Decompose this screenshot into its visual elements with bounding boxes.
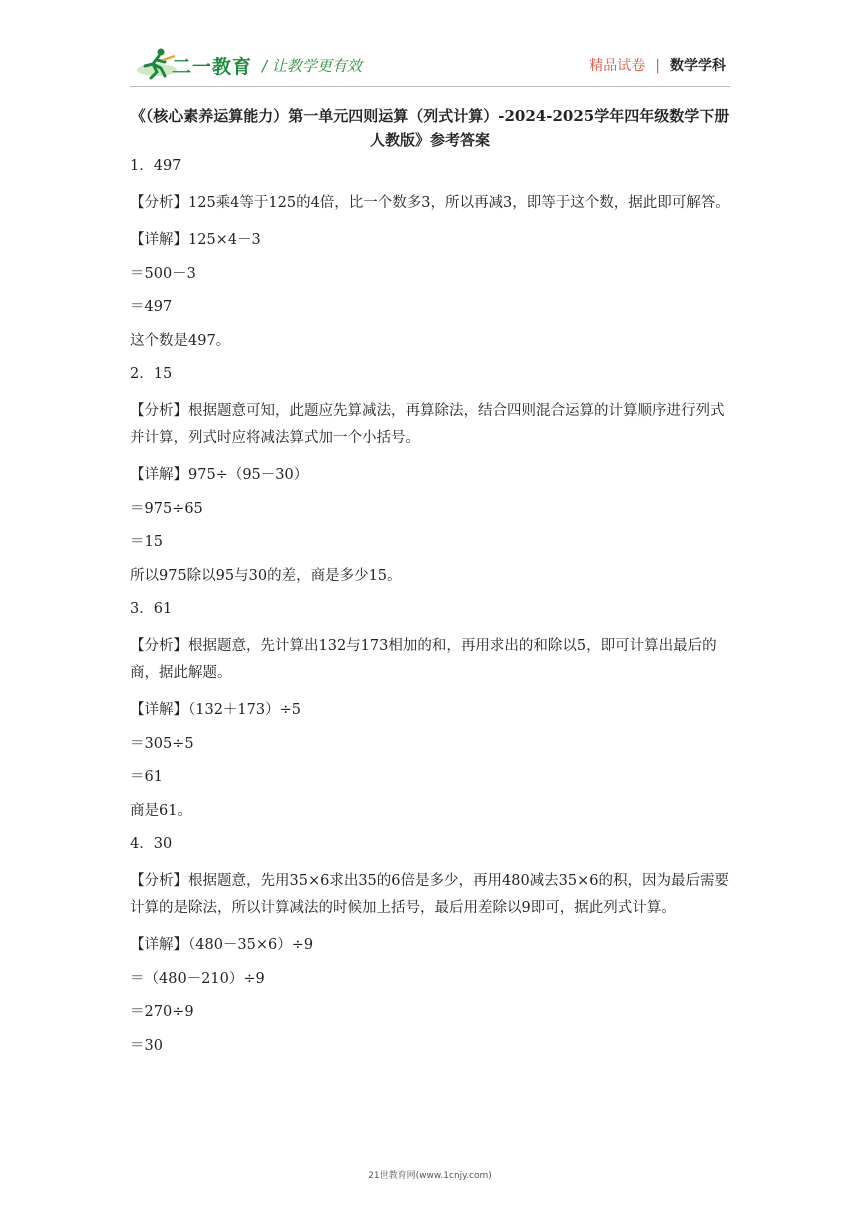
answer-line: ＝500－3	[130, 265, 196, 282]
slogan: / 让教学更有效	[262, 57, 362, 75]
answer-line: ＝61	[130, 769, 163, 785]
analysis-paragraph: 【分析】根据题意，先计算出132与173相加的和，再用求出的和除以5，即可计算出最后的商，据此解题。	[130, 637, 717, 681]
header-divider	[130, 86, 730, 87]
answer-line: 2．15	[130, 366, 173, 382]
title-line-1: 《（核心素养运算能力）第一单元四则运算（列式计算）-2024-2025学年四年级数学下册	[130, 107, 730, 125]
answer-line: 【详解】125×4－3	[130, 232, 261, 248]
title-line-2: 人教版》参考答案	[369, 131, 490, 149]
analysis-paragraph: 【分析】根据题意可知，此题应先算减法，再算除法，结合四则混合运算的计算顺序进行列式并计算，列式时应将减法算式加一个小括号。	[130, 402, 725, 446]
answer-line: 【详解】（132＋173）÷5	[130, 702, 301, 718]
page-header	[0, 0, 860, 90]
answer-content	[130, 156, 732, 1056]
answer-line: 所以975除以95与30的差，商是多少15。	[130, 567, 402, 584]
answer-line: ＝（480－210）÷9	[130, 970, 265, 987]
header-separator: |	[655, 58, 660, 74]
answer-line: 【详解】975÷（95－30）	[130, 467, 309, 483]
logo-text: 二一教育	[172, 56, 253, 78]
document-title	[130, 104, 730, 152]
header-label-quality: 精品试卷	[589, 58, 646, 74]
answer-line: 3．61	[130, 601, 173, 617]
answer-line: 1．497	[130, 158, 182, 174]
analysis-paragraph: 【分析】125乘4等于125的4倍，比一个数多3，所以再减3，即等于这个数，据此即可解答。	[130, 194, 730, 211]
header-subject	[589, 55, 726, 75]
page-footer: 21世教育网(www.1cnjy.com)	[368, 1171, 492, 1181]
answer-line: ＝305÷5	[130, 735, 194, 752]
answer-line: 这个数是497。	[130, 332, 231, 349]
answer-line: ＝497	[130, 299, 173, 315]
answer-line: ＝30	[130, 1037, 163, 1054]
answer-line: ＝270÷9	[130, 1004, 194, 1020]
answer-line: 商是61。	[130, 802, 192, 819]
header-label-subject: 数学学科	[670, 58, 726, 74]
answer-line: 【详解】（480－35×6）÷9	[130, 937, 314, 953]
answer-line: ＝15	[130, 534, 163, 550]
answer-line: ＝975÷65	[130, 500, 203, 517]
answer-line: 4．30	[130, 836, 173, 852]
analysis-paragraph: 【分析】根据题意，先用35×6求出35的6倍是多少，再用480减去35×6的积，因为最后需要计算的是除法，所以计算减法的时候加上括号，最后用差除以9即可，据此列式计算。	[130, 872, 729, 916]
